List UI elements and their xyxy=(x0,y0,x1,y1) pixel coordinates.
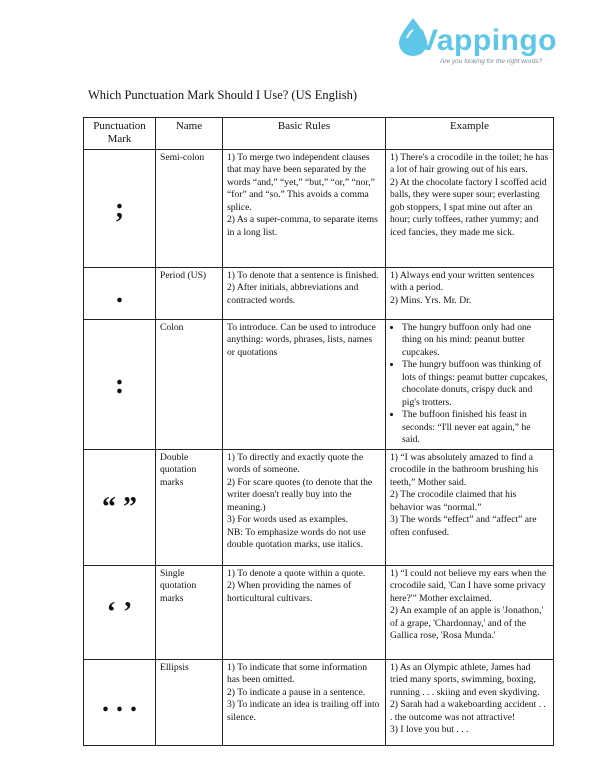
basic-rules: 1) To denote a quote within a quote. 2) When providing the names of horticultural cultivars. xyxy=(223,566,386,660)
table-row xyxy=(84,566,554,660)
logo-tagline: Are you looking for the right words? xyxy=(440,58,543,65)
example-list-item: • The hungry buffoon was thinking of lots of things: peanut butter cupcakes, chocolate donuts, crispy duck and pig's trotters. xyxy=(402,359,549,409)
table-row xyxy=(84,660,554,746)
example-list xyxy=(390,322,549,447)
example xyxy=(386,320,554,450)
punctuation-mark: . . . xyxy=(84,660,156,746)
punctuation-mark: ‘ ’ xyxy=(84,566,156,660)
basic-rules: To introduce. Can be used to introduce anything: words, phrases, lists, names or quotations xyxy=(223,320,386,450)
table-row xyxy=(84,450,554,566)
mark-name: Semi-colon xyxy=(156,150,223,268)
column-header: Punctuation Mark xyxy=(84,118,156,150)
punctuation-mark: : xyxy=(84,320,156,450)
example-list-item: • The buffoon finished his feast in seconds: “I'll never eat again,” he said. xyxy=(402,409,549,446)
table-row xyxy=(84,150,554,268)
basic-rules: 1) To merge two independent clauses that may have been separated by the words “and,” “yet,” “but,” “or,” “nor,” “for” and “so.” This avoids a comma splice. 2) As a super-comma, to separate items in a long list. xyxy=(223,150,386,268)
table-row xyxy=(84,320,554,450)
example: 1) As an Olympic athlete, James had tried many sports, swimming, boxing, running . . . skiing and even skydiving. 2) Sarah had a wakeboarding accident . . . the outcome was not attractive! 3) I love you but . . . xyxy=(386,660,554,746)
mark-name: Period (US) xyxy=(156,268,223,320)
example-list-item: • The hungry buffoon only had one thing on his mind: peanut butter cupcakes. xyxy=(402,322,549,359)
table-header-row xyxy=(84,118,554,150)
mark-name: Single quotation marks xyxy=(156,566,223,660)
table-row xyxy=(84,268,554,320)
mark-name: Ellipsis xyxy=(156,660,223,746)
example: 1) Always end your written sentences with a period. 2) Mins. Yrs. Mr. Dr. xyxy=(386,268,554,320)
mark-name: Double quotation marks xyxy=(156,450,223,566)
logo-wordmark: Vappingo xyxy=(418,24,557,57)
punctuation-mark: “ ” xyxy=(84,450,156,566)
mark-name: Colon xyxy=(156,320,223,450)
column-header: Name xyxy=(156,118,223,150)
punctuation-table xyxy=(83,117,554,746)
basic-rules: 1) To indicate that some information has been omitted. 2) To indicate a pause in a sentence. 3) To indicate an idea is trailing off into silence. xyxy=(223,660,386,746)
page-title: Which Punctuation Mark Should I Use? (US English) xyxy=(88,88,358,102)
basic-rules: 1) To directly and exactly quote the words of someone. 2) For scare quotes (to denote that the writer doesn't really buy into the meaning.) 3) For words used as examples. NB: To emphasize words do not use double quotation marks, use italics. xyxy=(223,450,386,566)
column-header: Example xyxy=(386,118,554,150)
vappingo-logo xyxy=(398,14,568,74)
example: 1) There's a crocodile in the toilet; he has a lot of hair growing out of his ears. 2) At the chocolate factory I scoffed acid balls, they were super sour; everlasting gob stoppers, I spat mine out after an hour; curly toffees, rather yummy; and iced fancies, they made me sick. xyxy=(386,150,554,268)
punctuation-mark: . xyxy=(84,268,156,320)
column-header: Basic Rules xyxy=(223,118,386,150)
basic-rules: 1) To denote that a sentence is finished. 2) After initials, abbreviations and contracted words. xyxy=(223,268,386,320)
punctuation-mark: ; xyxy=(84,150,156,268)
example: 1) “I was absolutely amazed to find a crocodile in the bathroom brushing his teeth,” Mother said. 2) The crocodile claimed that his behavior was “normal.” 3) The words “effect” and “affect” are often confused. xyxy=(386,450,554,566)
example: 1) “I could not believe my ears when the crocodile said, 'Can I have some privacy here?'” Mother exclaimed. 2) An example of an apple is 'Jonathon,' of a grape, 'Chardonnay,' and of the Gallica rose, 'Rosa Munda.' xyxy=(386,566,554,660)
